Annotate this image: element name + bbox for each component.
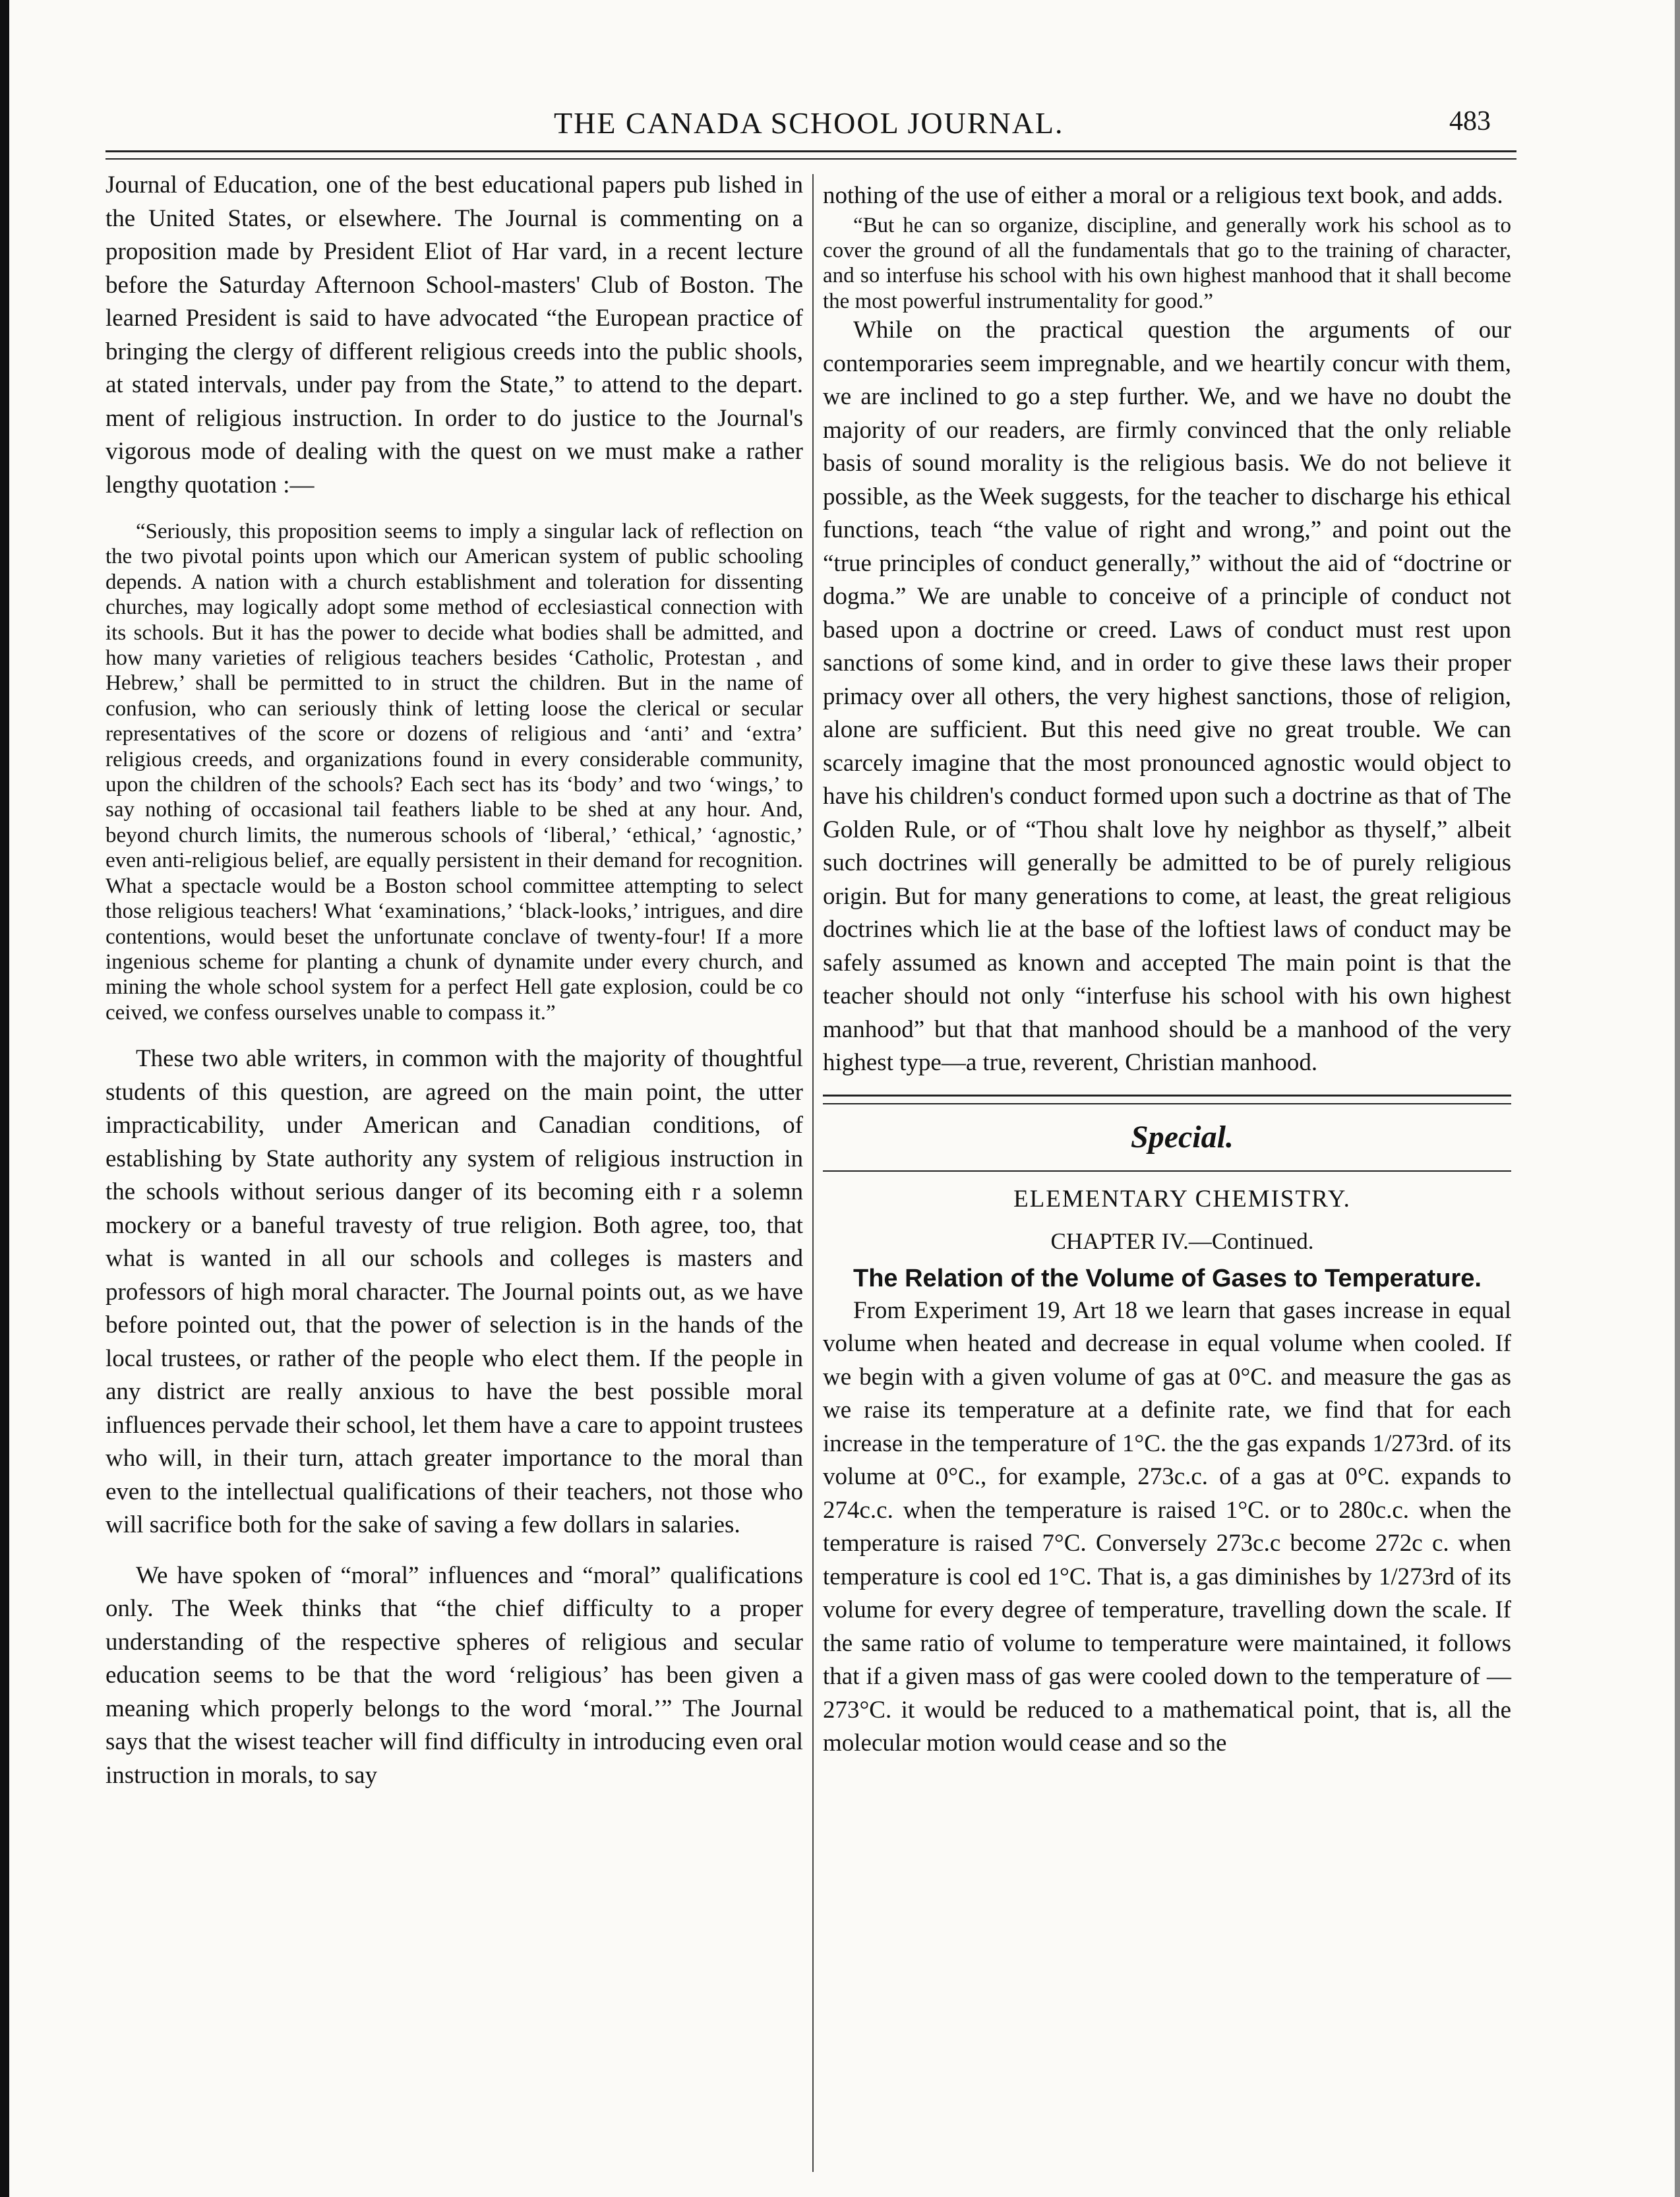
article-title: The Relation of the Volume of Gases to Temperature. xyxy=(853,1264,1482,1292)
right-paragraph-3: While on the practical question the arguments of our contemporaries seem impregnable, and we heartily concur with them, we are inclined to go a step further. We, and we have no doubt the majority of our readers, are firmly convinced that the only reliable basis of sound morality is the religious basis. We do not believe it possible, as the Week suggests, for the teacher to discharge his ethical functions, teach “the value of right and wrong,” and point out the “true principles of conduct generally,” without the aid of “doctrine or dogma.” We are unable to conceive of a principle of conduct not based upon a doctrine or creed. Laws of conduct must rest upon sanctions of some kind, and in order to give these laws their proper primacy over all others, the very highest sanctions, those of religion, alone are sufficient. But this need give no great trouble. We can scarcely imagine that the most pronounced agnostic would object to have his children's conduct formed upon such a doctrine as that of The Golden Rule, or of “Thou shalt love hy neighbor as thyself,” albeit such doctrines will generally be admitted to be of purely religious origin. But for many generations to come, at least, the great religious doctrines which lie at the base of the loftiest laws of conduct may be safely assumed as known and accepted The main point is that the teacher should not only “interfuse his school with his own highest manhood” but that that manhood should be a manhood of the very highest type—a true, reverent, Christian manhood. xyxy=(823,316,1511,1077)
section-rule-bottom xyxy=(823,1170,1511,1172)
right-column xyxy=(823,179,1511,1761)
right-quoted-passage: “But he can so organize, discipline, and generally work his school as to cover the ground of all the fundamentals that go to the training of character, and so interfuse his school with his own highest manhood that it shall become the most powerful instrumentality for good.” xyxy=(823,213,1511,313)
page-left-edge xyxy=(0,0,9,2197)
header-rule-bottom xyxy=(105,158,1516,160)
journal-title: THE CANADA SCHOOL JOURNAL. xyxy=(554,106,1064,140)
chapter-heading: CHAPTER IV.—Continued. xyxy=(1050,1228,1314,1254)
page-header xyxy=(0,105,1680,145)
page-number: 483 xyxy=(1449,106,1491,136)
left-paragraph-2: These two able writers, in common with the majority of thoughtful students of this question, are agreed on the main point, the utter impracticability, under American and Canadian conditions, of establishing by State authority any system of religious instruction in the schools without serious danger of its becoming eith r a solemn mockery or a baneful travesty of true religion. Both agree, too, that what is wanted in all our schools and colleges is masters and professors of high moral character. The Journal points out, as we have before pointed out, that the power of selection is in the hands of the local trustees, or rather of the people who elect them. If the people in any district are really anxious to have the best possible moral influences pervade their school, let them have a care to appoint trustees who will, in their turn, attach greater importance to the moral than even to the intellectual qualifications of their teachers, not those who will sacrifice both for the sake of saving a few dollars in salaries. xyxy=(105,1045,803,1539)
subheading: ELEMENTARY CHEMISTRY. xyxy=(1013,1185,1351,1213)
column-divider xyxy=(812,174,814,2172)
page-right-edge xyxy=(1675,0,1680,2197)
section-rule-top xyxy=(823,1095,1511,1097)
section-heading: Special. xyxy=(1131,1119,1234,1155)
right-paragraph-4: From Experiment 19, Art 18 we learn that gases increase in equal volume when heated and decrease in equal volume when cooled. If we begin with a given volume of gas at 0°C. and measure the gas as we raise its temperature at a definite rate, we find that for each increase in the temperature of 1°C. the the gas expands 1/273rd. of its volume at 0°C., for example, 273c.c. of a gas at 0°C. expands to 274c.c. when the temperature is raised 1°C. or to 280c.c. when the temperature is raised 7°C. Conversely 273c.c become 272c c. when temperature is cool ed 1°C. That is, a gas diminishes by 1/273rd of its volume for every degree of temperature, travelling down the scale. If the same ratio of volume to temperature were maintained, it follows that if a given mass of gas were cooled down to the temperature of —273°C. it would be reduced to a mathematical point, that is, all the molecular motion would cease and so the xyxy=(823,1296,1511,1757)
left-paragraph-1: Journal of Education, one of the best educational papers pub lished in the United States, or elsewhere. The Journal is commenting on a proposition made by President Eliot of Har vard, in a recent lecture before the Saturday Afternoon School-masters' Club of Boston. The learned President is said to have advocated “the European practice of bringing the clergy of different religious creeds into the public shools, at stated intervals, under pay from the State,” to attend to the depart. ment of religious instruction. In order to do justice to the Journal's vigorous mode of dealing with the quest on we must make a rather lengthy quotation :— xyxy=(105,171,803,498)
left-column xyxy=(105,169,803,1792)
right-paragraph-1: nothing of the use of either a moral or a religious text book, and adds. xyxy=(823,182,1503,209)
left-paragraph-3: We have spoken of “moral” influences and “moral” qualifications only. The Week thinks that “the chief difficulty to a proper understanding of the respective spheres of religious and secular education seems to be that the word ‘religious’ has been given a meaning which properly belongs to the word ‘moral.’” The Journal says that the wisest teacher will find difficulty in introducing even oral instruction in morals, to say xyxy=(105,1561,803,1789)
header-rule-top xyxy=(105,150,1516,152)
quoted-passage: “Seriously, this proposition seems to imply a singular lack of reflection on the two pivotal points upon which our American system of public schooling depends. A nation with a church establishment and toleration for dissenting churches, may logically adopt some method of ecclesiastical connection with its schools. But it has the power to decide what bodies shall be admitted, and how many varieties of religious teachers besides ‘Catholic, Protestan , and Hebrew,’ shall be permitted to in struct the children. But in the name of confusion, who can seriously think of letting loose the clerical or secular representatives of the score or dozens of religious and ‘anti’ and ‘extra’ religious creeds, and organizations found in every considerable community, upon the children of the schools? Each sect has its ‘body’ and two ‘wings,’ to say nothing of occasional tail feathers liable to be shed at any hour. And, beyond church limits, the numerous schools of ‘liberal,’ ‘ethical,’ ‘agnostic,’ even anti-religious belief, are equally persistent in their demand for recognition. What a spectacle would be a Boston school committee attempting to select those religious teachers! What ‘examinations,’ ‘black-looks,’ intrigues, and dire contentions, would beset the unfortunate conclave of twenty-four! If a more ingenious scheme for planting a chunk of dynamite under every church, and mining the whole school system for a perfect Hell gate explosion, could be co ceived, we confess ourselves unable to compass it.” xyxy=(105,520,803,1025)
section-rule-second xyxy=(823,1103,1511,1104)
